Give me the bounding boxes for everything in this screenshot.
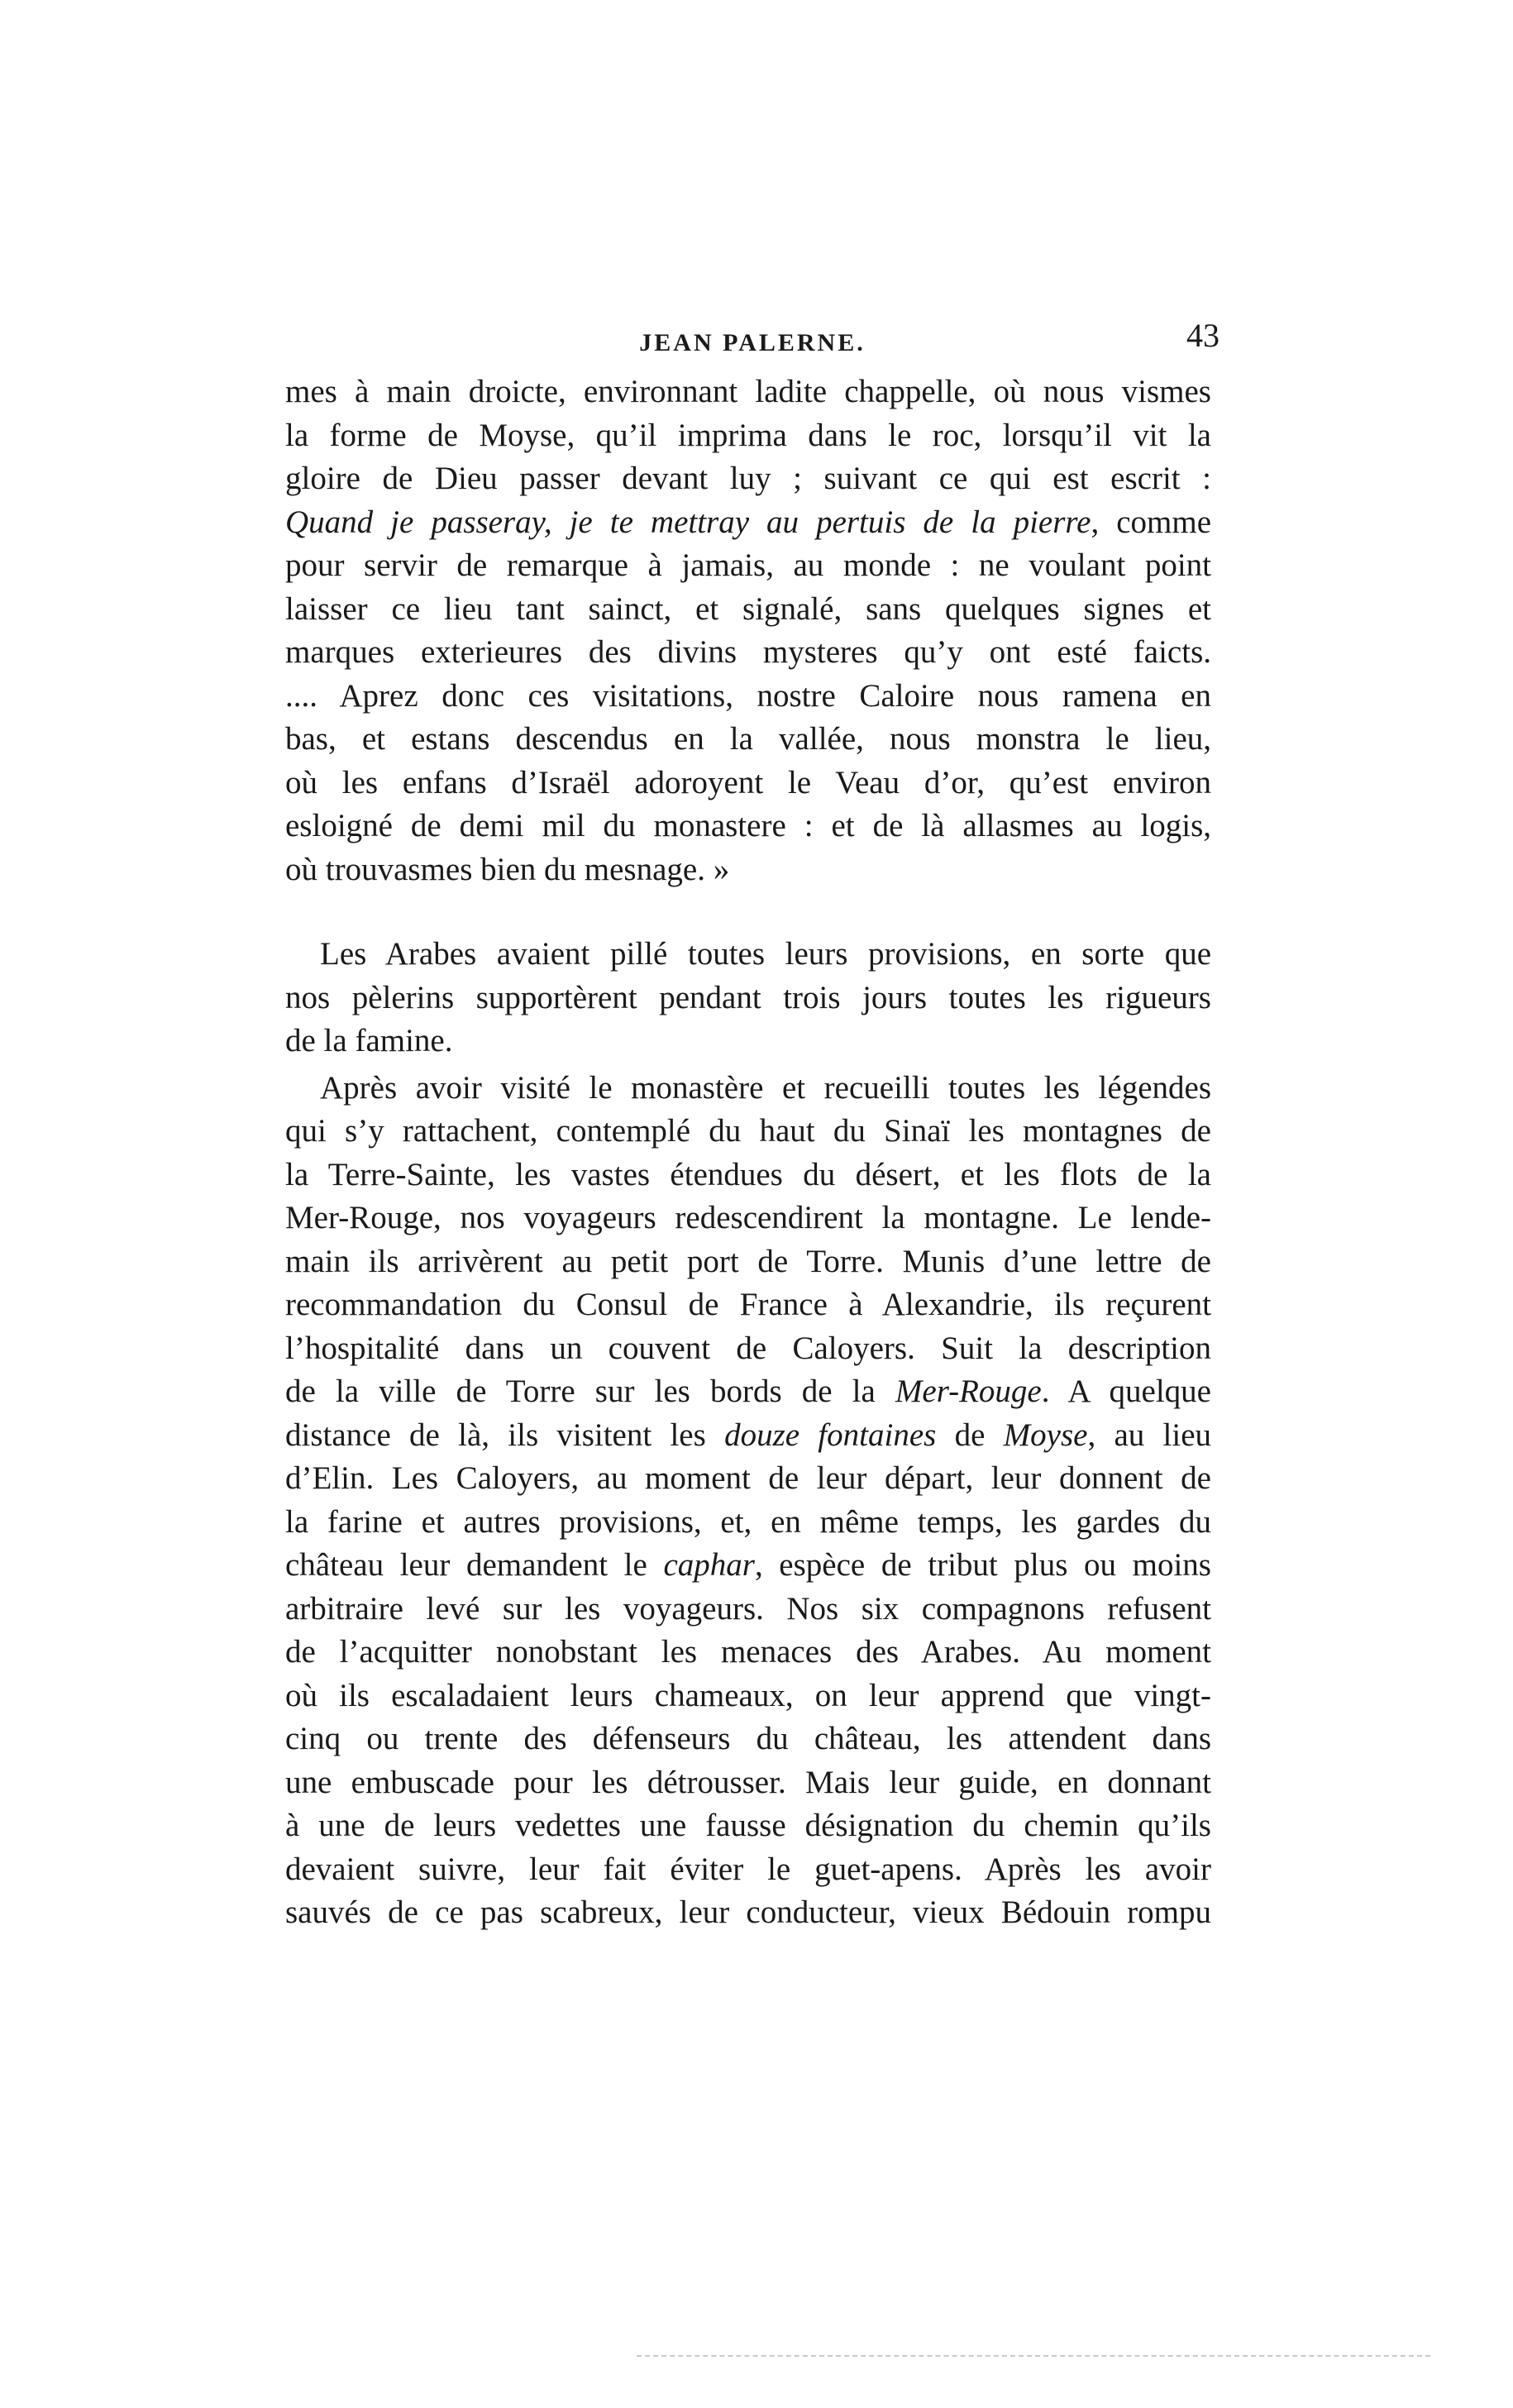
text-line: recommandation du Consul de France à Alexandrie, ils reçurent [285,1287,1211,1322]
text-line: cinq ou trente des défenseurs du château, les attendent dans [285,1721,1211,1756]
text-line [285,1544,1211,1588]
text-line: esloigné de demi mil du monastere : et de là allasmes au logis, [285,808,1211,843]
italic-quotation: Quand je passeray, je te mettray au pertuis de la pierre [285,504,1091,540]
text-line: nos pèlerins supportèrent pendant trois jours toutes les rigueurs [285,979,1211,1015]
italic-phrase: douze fontaines [724,1417,937,1453]
text-line: laisser ce lieu tant sainct, et signalé, sans quelques signes et [285,590,1211,627]
text-line: devaient suivre, leur fait éviter le guet-apens. Après les avoir [285,1851,1211,1887]
text-line: arbitraire levé sur les voyageurs. Nos six compagnons refusent [285,1590,1211,1627]
text-line: la farine et autres provisions, et, en même temps, les gardes du [285,1503,1211,1540]
italic-place-name: Mer-Rouge [895,1374,1042,1409]
text-line: marques exterieures des divins mysteres qu’y ont esté faicts. [285,634,1211,670]
text-line: l’hospitalité dans un couvent de Caloyers. Suit la description [285,1330,1211,1366]
text-line: la forme de Moyse, qu’il imprima dans le roc, lorsqu’il vit la [285,417,1211,453]
text-line: de l’acquitter nonobstant les menaces des Arabes. Au moment [285,1634,1211,1670]
scan-artifact-line [637,2355,1430,2362]
text-line [285,1370,1211,1414]
narrative-block [285,933,1211,1935]
text-line: pour servir de remarque à jamais, au monde : ne voulant point [285,547,1211,583]
text-line: où les enfans d’Israël adoroyent le Veau d’or, qu’est environ [285,764,1211,800]
text-line: Après avoir visité le monastère et recueilli toutes les légendes [320,1069,1211,1106]
text-line: une embuscade pour les détrousser. Mais leur guide, en donnant [285,1764,1211,1800]
text-line: mes à main droicte, environnant ladite chappelle, où nous vismes [285,374,1211,409]
text-line: main ils arrivèrent au petit port de Torre. Munis d’une lettre de [285,1243,1211,1279]
italic-name: Moyse [1003,1417,1088,1453]
text-line [285,1414,1211,1458]
running-head [285,313,1219,362]
text-fragment: château leur demandent le [285,1547,664,1583]
text-line: Mer-Rouge, nos voyageurs redescendirent la montagne. Le lende- [285,1200,1211,1235]
text-fragment: , espèce de tribut plus ou moins [754,1547,1211,1583]
text-line: où ils escaladaient leurs chameaux, on leur apprend que vingt- [285,1677,1211,1713]
text-line [285,501,1211,545]
text-line: bas, et estans descendus en la vallée, nous monstra le lieu, [285,721,1211,757]
text-line: d’Elin. Les Caloyers, au moment de leur départ, leur donnent de [285,1460,1211,1496]
paragraph [285,1067,1211,1935]
running-title: JEAN PALERNE. [639,329,866,356]
text-line: de la famine. [285,1023,453,1058]
text-line: où trouvasmes bien du mesnage. » [285,851,730,887]
text-fragment: de la ville de Torre sur les bords de la [285,1374,895,1409]
text-line: sauvés de ce pas scabreux, leur conducteur, vieux Bédouin rompu [285,1894,1211,1930]
text-fragment: , comme [1091,504,1212,540]
text-line: la Terre-Sainte, les vastes étendues du désert, et les flots de la [285,1156,1211,1192]
paragraph [285,933,1211,1063]
page-number: 43 [1186,317,1219,354]
text-line: à une de leurs vedettes une fausse désignation du chemin qu’ils [285,1808,1211,1843]
text-fragment: de [936,1417,1004,1453]
text-fragment: , au lieu [1087,1417,1212,1453]
quotation-block [285,370,1211,891]
text-fragment: . A quelque [1041,1374,1211,1409]
text-line: .... Aprez donc ces visitations, nostre Caloire nous ramena en [285,677,1211,714]
text-fragment: distance de là, ils visitent les [285,1417,725,1453]
italic-term: caphar [663,1547,755,1583]
text-line: qui s’y rattachent, contemplé du haut du Sinaï les montagnes de [285,1113,1211,1149]
text-line: Les Arabes avaient pillé toutes leurs provisions, en sorte que [320,936,1211,972]
text-line: gloire de Dieu passer devant luy ; suivant ce qui est escrit : [285,461,1211,496]
